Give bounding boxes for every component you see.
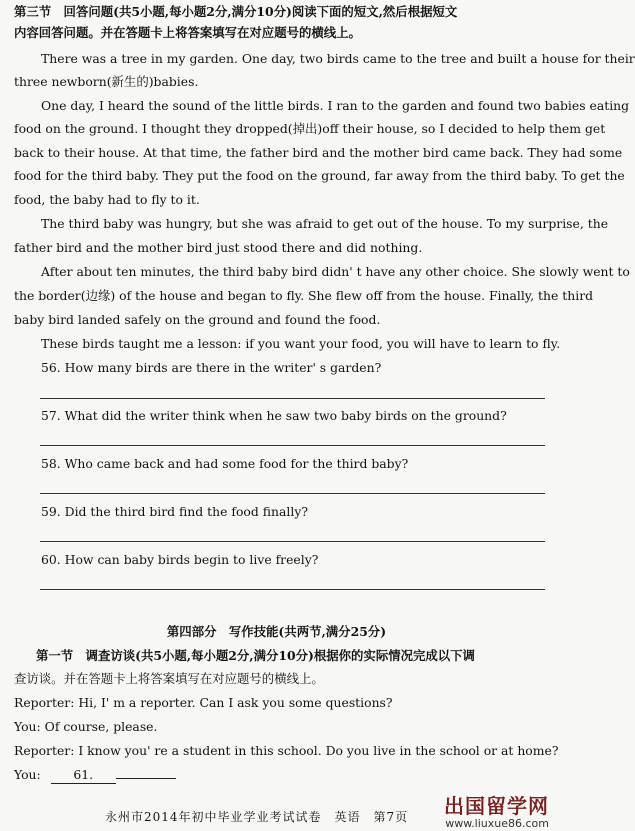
passage-line: There was a tree in my garden. One day, two birds came to the tree and built a house for their xyxy=(41,51,635,66)
watermark-brand: 出国留学网 xyxy=(444,794,549,818)
question-number-61: 61. xyxy=(73,767,94,782)
passage-line: food, the baby had to fly to it. xyxy=(14,192,200,207)
dialogue-line: You: Of course, please. xyxy=(14,719,158,734)
answer-line-59 xyxy=(40,541,545,542)
section3-heading: 第三节 回答问题(共5小题,每小题2分,满分10分)阅读下面的短文,然后根据短文 xyxy=(14,4,458,19)
question-57: 57. What did the writer think when he saw two baby birds on the ground? xyxy=(41,408,507,423)
passage-line: back to their house. At that time, the father bird and the mother bird came back. They had some xyxy=(14,145,623,160)
watermark-url: www.liuxue86.com xyxy=(445,817,549,830)
passage-line: The third baby was hungry, but she was afraid to get out of the house. To my surprise, the xyxy=(41,216,609,231)
answer-line-57 xyxy=(40,445,545,446)
section1-heading: 第一节 调查访谈(共5小题,每小题2分,满分10分)根据你的实际情况完成以下调 xyxy=(36,648,475,663)
question-60: 60. How can baby birds begin to live freely? xyxy=(41,552,319,567)
passage-line: One day, I heard the sound of the little birds. I ran to the garden and found two babies eating xyxy=(41,98,630,113)
dialogue-line: Reporter: I know you' re a student in this school. Do you live in the school or at home? xyxy=(14,743,559,758)
passage-line: food on the ground. I thought they dropped(掉出)off their house, so I decided to help them get xyxy=(14,121,606,136)
answer-line-58 xyxy=(40,493,545,494)
page-footer: 永州市2014年初中毕业学业考试试卷 英语 第7页 xyxy=(105,810,409,824)
answer-speaker: You: xyxy=(14,767,41,782)
watermark xyxy=(444,790,549,830)
passage-line: After about ten minutes, the third baby bird didn' t have any other choice. She slowly went to xyxy=(41,264,630,279)
answer-blank-61-tail xyxy=(116,778,176,779)
passage-line: baby bird landed safely on the ground and found the food. xyxy=(14,312,381,327)
section3-heading-cont: 内容回答问题。并在答题卡上将答案填写在对应题号的横线上。 xyxy=(14,25,361,40)
part4-heading: 第四部分 写作技能(共两节,满分25分) xyxy=(166,624,387,639)
answer-line-60 xyxy=(40,589,545,590)
passage-line: father bird and the mother bird just stood there and did nothing. xyxy=(14,240,423,255)
passage-line: three newborn(新生的)babies. xyxy=(14,74,199,89)
question-56: 56. How many birds are there in the writer' s garden? xyxy=(41,360,382,375)
dialogue-line: Reporter: Hi, I' m a reporter. Can I ask you some questions? xyxy=(14,695,393,710)
passage-line: the border(边缘) of the house and began to fly. She flew off from the house. Finally, the third xyxy=(14,288,594,303)
question-59: 59. Did the third bird find the food finally? xyxy=(41,504,308,519)
section1-heading-cont: 查访谈。并在答题卡上将答案填写在对应题号的横线上。 xyxy=(14,671,324,686)
passage-line: food for the third baby. They put the food on the ground, far away from the third baby. To get the xyxy=(14,168,625,183)
answer-blank-61[interactable] xyxy=(51,767,116,784)
answer-line-56 xyxy=(40,398,545,399)
answer-61-line xyxy=(14,767,544,784)
passage-line: These birds taught me a lesson: if you want your food, you will have to learn to fly. xyxy=(41,336,561,351)
question-58: 58. Who came back and had some food for the third baby? xyxy=(41,456,409,471)
